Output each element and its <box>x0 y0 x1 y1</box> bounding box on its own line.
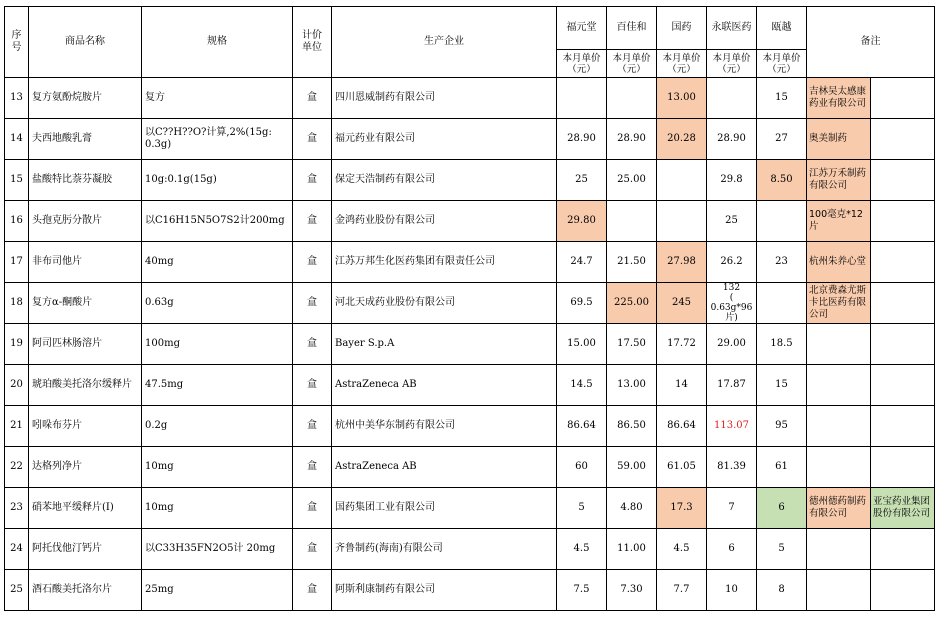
unit-cell: 盒 <box>293 406 332 447</box>
seq-cell: 18 <box>5 283 29 324</box>
manufacturer-cell: AstraZeneca AB <box>332 447 557 488</box>
header-name: 商品名称 <box>29 7 142 78</box>
unit-cell: 盒 <box>293 365 332 406</box>
header-vendor: 福元堂 <box>557 7 607 50</box>
price-cell <box>607 201 657 242</box>
price-cell: 27.98 <box>657 242 707 283</box>
spec-cell: 47.5mg <box>142 365 293 406</box>
table-row <box>5 283 935 324</box>
product-name-cell: 复方α-酮酸片 <box>29 283 142 324</box>
product-name-cell: 硝苯地平缓释片(Ⅰ) <box>29 488 142 529</box>
unit-cell: 盒 <box>293 78 332 119</box>
unit-cell: 盒 <box>293 447 332 488</box>
price-cell: 4.5 <box>657 529 707 570</box>
remark-cell: 亚宝药业集团股份有限公司 <box>871 488 935 529</box>
unit-cell: 盒 <box>293 283 332 324</box>
remark-cell: 奥美制药 <box>807 119 871 160</box>
price-cell: 8 <box>757 570 807 611</box>
manufacturer-cell: AstraZeneca AB <box>332 365 557 406</box>
price-cell: 29.8 <box>707 160 757 201</box>
price-cell: 28.90 <box>607 119 657 160</box>
price-cell: 86.50 <box>607 406 657 447</box>
seq-cell: 15 <box>5 160 29 201</box>
price-cell: 5 <box>757 529 807 570</box>
price-cell: 15 <box>757 78 807 119</box>
price-cell <box>657 201 707 242</box>
remark-cell <box>871 283 935 324</box>
manufacturer-cell: 金鸿药业股份有限公司 <box>332 201 557 242</box>
table-row <box>5 78 935 119</box>
remark-cell <box>807 570 871 611</box>
remark-cell <box>871 324 935 365</box>
unit-cell: 盒 <box>293 242 332 283</box>
table-row <box>5 324 935 365</box>
manufacturer-cell: 国药集团工业有限公司 <box>332 488 557 529</box>
manufacturer-cell: 阿斯利康制药有限公司 <box>332 570 557 611</box>
spec-cell: 10mg <box>142 488 293 529</box>
spec-cell: 25mg <box>142 570 293 611</box>
seq-cell: 16 <box>5 201 29 242</box>
price-cell: 17.50 <box>607 324 657 365</box>
product-name-cell: 琥珀酸美托洛尔缓释片 <box>29 365 142 406</box>
seq-cell: 24 <box>5 529 29 570</box>
price-cell: 69.5 <box>557 283 607 324</box>
spec-cell: 40mg <box>142 242 293 283</box>
seq-cell: 13 <box>5 78 29 119</box>
remark-cell <box>871 529 935 570</box>
manufacturer-cell: 齐鲁制药(海南)有限公司 <box>332 529 557 570</box>
spec-cell: 以C33H35FN2O5计 20mg <box>142 529 293 570</box>
product-name-cell: 达格列净片 <box>29 447 142 488</box>
price-cell: 20.28 <box>657 119 707 160</box>
product-name-cell: 阿托伐他汀钙片 <box>29 529 142 570</box>
spec-cell: 以C??H??O?计算,2%(15g: 0.3g) <box>142 119 293 160</box>
unit-cell: 盒 <box>293 119 332 160</box>
header-vendor: 永联医药 <box>707 7 757 50</box>
seq-cell: 20 <box>5 365 29 406</box>
header-remark: 备注 <box>807 7 935 78</box>
seq-cell: 19 <box>5 324 29 365</box>
header-vendor: 瓯越 <box>757 7 807 50</box>
price-cell: 25 <box>707 201 757 242</box>
seq-cell: 22 <box>5 447 29 488</box>
price-cell: 14.5 <box>557 365 607 406</box>
price-cell: 15 <box>757 365 807 406</box>
product-name-cell: 酒石酸美托洛尔片 <box>29 570 142 611</box>
product-name-cell: 复方氨酚烷胺片 <box>29 78 142 119</box>
remark-cell <box>871 119 935 160</box>
price-cell: 5 <box>557 488 607 529</box>
price-cell: 86.64 <box>557 406 607 447</box>
price-cell: 28.90 <box>707 119 757 160</box>
price-cell: 225.00 <box>607 283 657 324</box>
table-row <box>5 201 935 242</box>
remark-cell: 江苏万禾制药有限公司 <box>807 160 871 201</box>
price-cell: 59.00 <box>607 447 657 488</box>
price-cell: 7 <box>707 488 757 529</box>
table-row <box>5 447 935 488</box>
unit-cell: 盒 <box>293 570 332 611</box>
price-cell <box>707 78 757 119</box>
spec-cell: 100mg <box>142 324 293 365</box>
price-cell: 13.00 <box>657 78 707 119</box>
remark-cell: 北京费森尤斯卡比医药有限公司 <box>807 283 871 324</box>
spec-cell: 0.2g <box>142 406 293 447</box>
seq-cell: 25 <box>5 570 29 611</box>
table-row <box>5 160 935 201</box>
header-price-label: 本月单价 （元） <box>607 50 657 78</box>
spec-cell: 10g:0.1g(15g) <box>142 160 293 201</box>
remark-cell <box>871 447 935 488</box>
remark-cell <box>807 406 871 447</box>
manufacturer-cell: 保定天浩制药有限公司 <box>332 160 557 201</box>
price-cell: 4.80 <box>607 488 657 529</box>
unit-cell: 盒 <box>293 324 332 365</box>
remark-cell: 吉林吴太感康药业有限公司 <box>807 78 871 119</box>
price-cell: 81.39 <box>707 447 757 488</box>
seq-cell: 23 <box>5 488 29 529</box>
header-vendor: 国药 <box>657 7 707 50</box>
remark-cell <box>871 242 935 283</box>
product-name-cell: 夫西地酸乳膏 <box>29 119 142 160</box>
price-cell: 24.7 <box>557 242 607 283</box>
price-cell <box>757 201 807 242</box>
price-cell: 6 <box>707 529 757 570</box>
price-cell: 21.50 <box>607 242 657 283</box>
remark-cell: 杭州朱养心堂 <box>807 242 871 283</box>
manufacturer-cell: Bayer S.p.A <box>332 324 557 365</box>
header-price-label: 本月单价 （元） <box>657 50 707 78</box>
price-cell: 25 <box>557 160 607 201</box>
header-price-label: 本月单价 （元） <box>557 50 607 78</box>
price-cell: 18.5 <box>757 324 807 365</box>
header-spec: 规格 <box>142 7 293 78</box>
header-unit: 计价 单位 <box>293 7 332 78</box>
spec-cell: 复方 <box>142 78 293 119</box>
price-cell <box>607 78 657 119</box>
unit-cell: 盒 <box>293 160 332 201</box>
remark-cell <box>871 365 935 406</box>
price-cell: 13.00 <box>607 365 657 406</box>
remark-cell <box>871 78 935 119</box>
remark-cell <box>871 570 935 611</box>
price-cell: 61.05 <box>657 447 707 488</box>
price-cell: 15.00 <box>557 324 607 365</box>
remark-cell <box>807 529 871 570</box>
price-cell: 28.90 <box>557 119 607 160</box>
header-price-label: 本月单价 （元） <box>707 50 757 78</box>
price-cell: 26.2 <box>707 242 757 283</box>
manufacturer-cell: 四川恩威制药有限公司 <box>332 78 557 119</box>
table-row <box>5 570 935 611</box>
manufacturer-cell: 杭州中美华东制药有限公司 <box>332 406 557 447</box>
remark-cell <box>807 324 871 365</box>
price-cell: 8.50 <box>757 160 807 201</box>
remark-cell <box>871 201 935 242</box>
price-cell: 10 <box>707 570 757 611</box>
unit-cell: 盒 <box>293 488 332 529</box>
price-comparison-table <box>4 6 935 611</box>
manufacturer-cell: 河北天成药业股份有限公司 <box>332 283 557 324</box>
remark-cell <box>807 365 871 406</box>
price-cell: 132 ( 0.63g*96 片) <box>707 283 757 324</box>
product-name-cell: 非布司他片 <box>29 242 142 283</box>
spec-cell: 以C16H15N5O7S2计200mg <box>142 201 293 242</box>
price-cell: 17.3 <box>657 488 707 529</box>
price-cell <box>557 78 607 119</box>
price-cell: 25.00 <box>607 160 657 201</box>
header-price-label: 本月单价 （元） <box>757 50 807 78</box>
unit-cell: 盒 <box>293 529 332 570</box>
price-cell: 29.80 <box>557 201 607 242</box>
spec-cell: 10mg <box>142 447 293 488</box>
table-row <box>5 119 935 160</box>
table-row <box>5 365 935 406</box>
remark-cell <box>871 160 935 201</box>
price-cell: 7.7 <box>657 570 707 611</box>
product-name-cell: 阿司匹林肠溶片 <box>29 324 142 365</box>
table-row <box>5 529 935 570</box>
header-vendor: 百佳和 <box>607 7 657 50</box>
header-seq: 序号 <box>5 7 29 78</box>
price-cell: 60 <box>557 447 607 488</box>
manufacturer-cell: 福元药业有限公司 <box>332 119 557 160</box>
price-cell: 61 <box>757 447 807 488</box>
price-cell: 6 <box>757 488 807 529</box>
unit-cell: 盒 <box>293 201 332 242</box>
price-cell: 86.64 <box>657 406 707 447</box>
table-body <box>5 78 935 611</box>
price-cell: 14 <box>657 365 707 406</box>
price-cell: 113.07 <box>707 406 757 447</box>
remark-cell: 德州德药制药有限公司 <box>807 488 871 529</box>
price-cell: 17.72 <box>657 324 707 365</box>
price-cell: 95 <box>757 406 807 447</box>
seq-cell: 21 <box>5 406 29 447</box>
price-cell: 27 <box>757 119 807 160</box>
seq-cell: 17 <box>5 242 29 283</box>
product-name-cell: 盐酸特比萘芬凝胶 <box>29 160 142 201</box>
table-row <box>5 242 935 283</box>
remark-cell <box>871 406 935 447</box>
remark-cell: 100毫克*12片 <box>807 201 871 242</box>
product-name-cell: 头孢克肟分散片 <box>29 201 142 242</box>
price-cell <box>757 283 807 324</box>
price-cell: 29.00 <box>707 324 757 365</box>
remark-cell <box>807 447 871 488</box>
spec-cell: 0.63g <box>142 283 293 324</box>
header-manufacturer: 生产企业 <box>332 7 557 78</box>
price-cell: 7.5 <box>557 570 607 611</box>
table-row <box>5 488 935 529</box>
manufacturer-cell: 江苏万邦生化医药集团有限责任公司 <box>332 242 557 283</box>
price-cell: 7.30 <box>607 570 657 611</box>
seq-cell: 14 <box>5 119 29 160</box>
price-cell: 17.87 <box>707 365 757 406</box>
price-cell: 23 <box>757 242 807 283</box>
price-cell: 245 <box>657 283 707 324</box>
product-name-cell: 吲哚布芬片 <box>29 406 142 447</box>
price-cell: 11.00 <box>607 529 657 570</box>
price-cell <box>657 160 707 201</box>
price-cell: 4.5 <box>557 529 607 570</box>
table-row <box>5 406 935 447</box>
